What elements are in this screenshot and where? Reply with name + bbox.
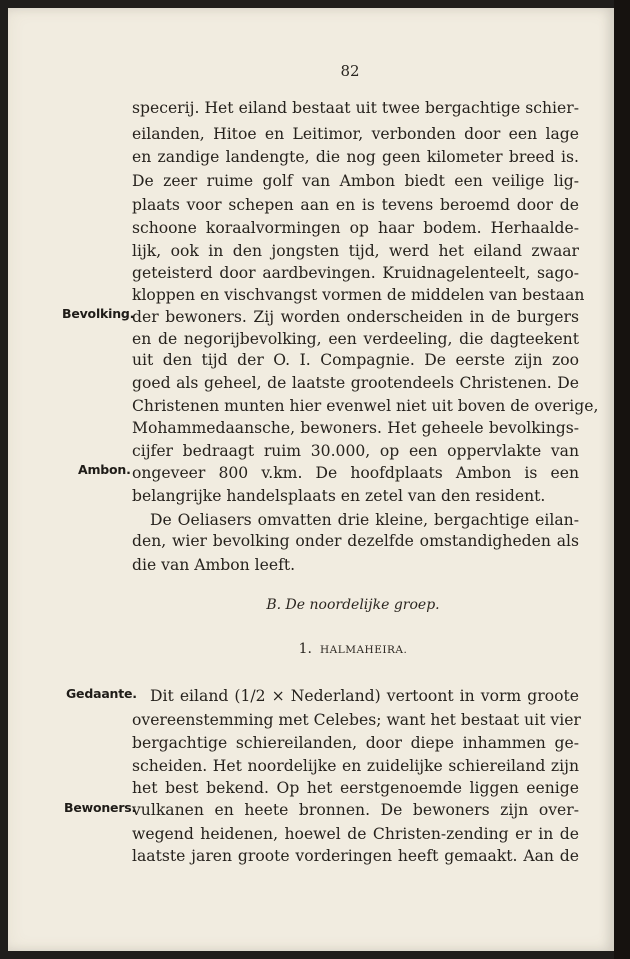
text-line: schoone koraalvormingen op haar bodem. Herhaalde-: [132, 219, 579, 237]
text-line: der bewoners. Zij worden onderscheiden in de burgers: [132, 308, 579, 326]
text-line: plaats voor schepen aan en is tevens beroemd door de: [132, 196, 579, 214]
text-line: het best bekend. Op het eerstgenoemde liggen eenige: [132, 779, 579, 797]
margin-note-bewoners: Bewoners.: [64, 800, 137, 815]
subsection-number: 1.: [298, 641, 312, 657]
text-line: lijk, ook in den jongsten tijd, werd het eiland zwaar: [132, 242, 579, 260]
text-line: ongeveer 800 v.km. De hoofdplaats Ambon is een: [132, 464, 579, 482]
page-number: 82: [340, 62, 360, 80]
text-line: kloppen en vischvangst vormen de middelen van bestaan: [132, 286, 585, 304]
text-line: specerij. Het eiland bestaat uit twee bergachtige schier-: [132, 99, 579, 117]
text-line: den, wier bevolking onder dezelfde omstandigheden als: [132, 532, 579, 550]
text-line: uit den tijd der O. I. Compagnie. De eerste zijn zoo: [132, 351, 579, 369]
margin-note-bevolking: Bevolking.: [62, 306, 135, 321]
text-line: wegend heidenen, hoewel de Christen-zending er in de: [132, 825, 579, 843]
text-line: laatste jaren groote vorderingen heeft gemaakt. Aan de: [132, 847, 579, 865]
text-line: die van Ambon leeft.: [132, 556, 296, 574]
text-line: en zandige landengte, die nog geen kilometer breed is.: [132, 148, 579, 166]
text-line: geteisterd door aardbevingen. Kruidnagelenteelt, sago-: [132, 264, 579, 282]
section-heading: B. De noordelijke groep.: [266, 597, 440, 613]
text-line: eilanden, Hitoe en Leitimor, verbonden door een lage: [132, 125, 579, 143]
text-line: goed als geheel, de laatste grootendeels Christenen. De: [132, 374, 579, 392]
text-line: en de negorijbevolking, een verdeeling, die dagteekent: [132, 330, 579, 348]
margin-note-ambon: Ambon.: [78, 462, 131, 477]
text-line: belangrijke handelsplaats en zetel van den resident.: [132, 487, 546, 505]
subsection-heading: [0, 641, 630, 657]
text-line: overeenstemming met Celebes; want het bestaat uit vier: [132, 711, 581, 729]
text-line: De zeer ruime golf van Ambon biedt een veilige lig-: [132, 172, 579, 190]
subsection-title: HALMAHEIRA.: [320, 644, 408, 656]
text-line: Dit eiland (1/2 × Nederland) vertoont in vorm groote: [150, 687, 579, 705]
text-line: bergachtige schiereilanden, door diepe inhammen ge-: [132, 734, 579, 752]
book-spine: [614, 0, 630, 959]
text-line: De Oeliasers omvatten drie kleine, bergachtige eilan-: [150, 511, 579, 529]
text-line: vulkanen en heete bronnen. De bewoners zijn over-: [132, 801, 579, 819]
text-line: scheiden. Het noordelijke en zuidelijke schiereiland zijn: [132, 757, 579, 775]
text-line: cijfer bedraagt ruim 30.000, op een oppervlakte van: [132, 442, 579, 460]
text-line: Mohammedaansche, bewoners. Het geheele bevolkings-: [132, 419, 579, 437]
margin-note-gedaante: Gedaante.: [66, 686, 137, 701]
text-line: Christenen munten hier evenwel niet uit boven de overige,: [132, 397, 599, 415]
